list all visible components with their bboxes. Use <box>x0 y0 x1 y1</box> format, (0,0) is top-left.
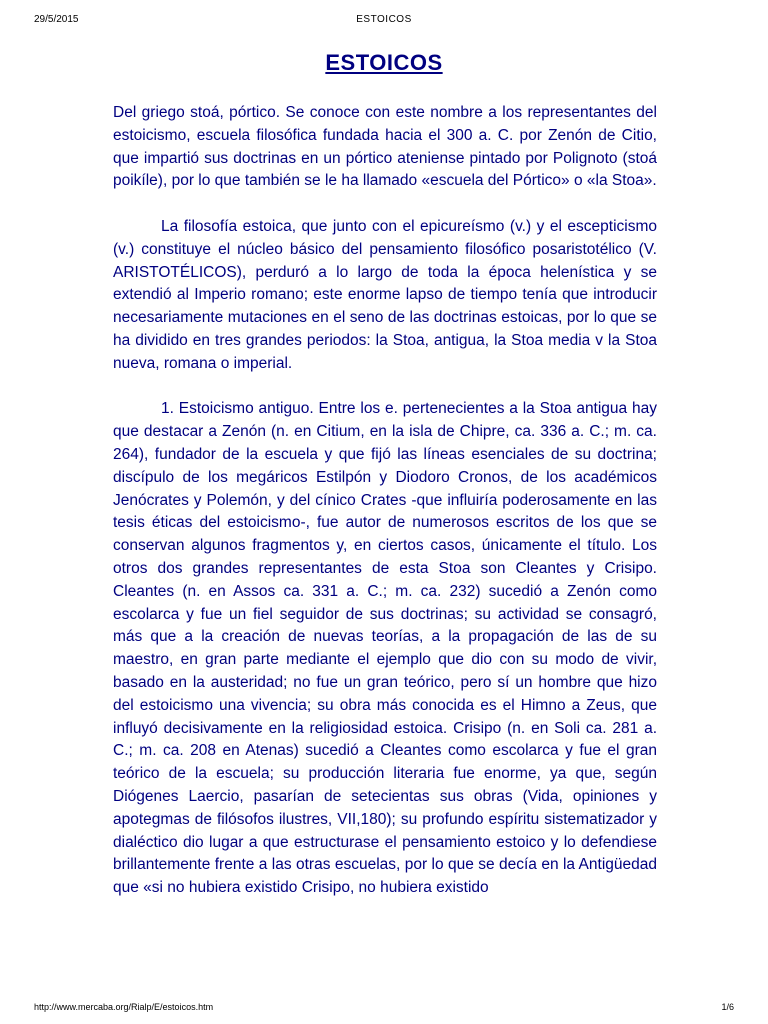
source-url: http://www.mercaba.org/Rialp/E/estoicos.htm <box>34 1002 214 1012</box>
page-title: ESTOICOS <box>325 50 443 75</box>
paragraph-stoic-philosophy: La filosofía estoica, que junto con el epicureísmo (v.) y el escepticismo (v.) constituye el núcleo básico del pensamiento filosófico posaristotélico (V. ARISTOTÉLICOS), perduró a lo largo de toda la época helenística y se extendió al Imperio romano; este enorme lapso de tiempo tenía que introducir necesariamente mutaciones en el seno de las doctrinas estoicas, por lo que se ha dividido en tres grandes periodos: la Stoa, antigua, la Stoa media v la Stoa nueva, romana o imperial. <box>113 217 657 372</box>
print-header-title: ESTOICOS <box>356 14 412 25</box>
print-date: 29/5/2015 <box>34 14 79 25</box>
print-header <box>34 14 734 28</box>
article-body <box>113 102 657 923</box>
paragraph-intro: Del griego stoá, pórtico. Se conoce con este nombre a los representantes del estoicismo, escuela filosófica fundada hacia el 300 a. C. por Zenón de Citio, que impartió sus doctrinas en un pórtico ateniense pintado por Polignoto (stoá poikíle), por lo que también se le ha llamado «escuela del Pórtico» o «la Stoa». <box>113 104 657 190</box>
print-footer <box>34 1002 734 1014</box>
paragraph-ancient-stoicism: 1. Estoicismo antiguo. Entre los e. pertenecientes a la Stoa antigua hay que destacar a Zenón (n. en Citium, en la isla de Chipre, ca. 336 a. C.; m. ca. 264), fundador de la escuela y que fijó las líneas esenciales de su doctrina; discípulo de los megáricos Estilpón y Diodoro Cronos, de los académicos Jenócrates y Polemón, y del cínico Crates -que influiría poderosamente en las tesis éticas del estoicismo-, fue autor de numerosos escritos de los que se conservan algunos fragmentos y, en ciertos casos, únicamente el título. Los otros dos grandes representantes de esta Stoa son Cleantes y Crisipo. Cleantes (n. en Assos ca. 331 a. C.; m. ca. 232) sucedió a Zenón como escolarca y fue un fiel seguidor de sus doctrinas; su actividad se consagró, más que a la creación de nuevas teorías, a la propagación de las de su maestro, en gran parte mediante el ejemplo que dio con su modo de vivir, basado en la austeridad; no fue un gran teórico, pero sí un hombre que hizo del estoicismo una vivencia; su obra más conocida es el Himno a Zeus, que influyó decisivamente en la religiosidad estoica. Crisipo (n. en Soli ca. 281 a. C.; m. ca. 208 en Atenas) sucedió a Cleantes como escolarca y fue el gran teórico de la escuela; su producción literaria fue enorme, ya que, según Diógenes Laercio, pasarían de setecientas sus obras (Vida, opiniones y apotegmas de filósofos ilustres, VII,180); su profundo espíritu sistematizador y dialéctico dio lugar a que estructurase el pensamiento estoico y lo defendiese brillantemente frente a las otras escuelas, por lo que se decía en la Antigüedad que «si no hubiera existido Crisipo, no hubiera existido <box>113 400 657 897</box>
page-number: 1/6 <box>721 1002 734 1012</box>
